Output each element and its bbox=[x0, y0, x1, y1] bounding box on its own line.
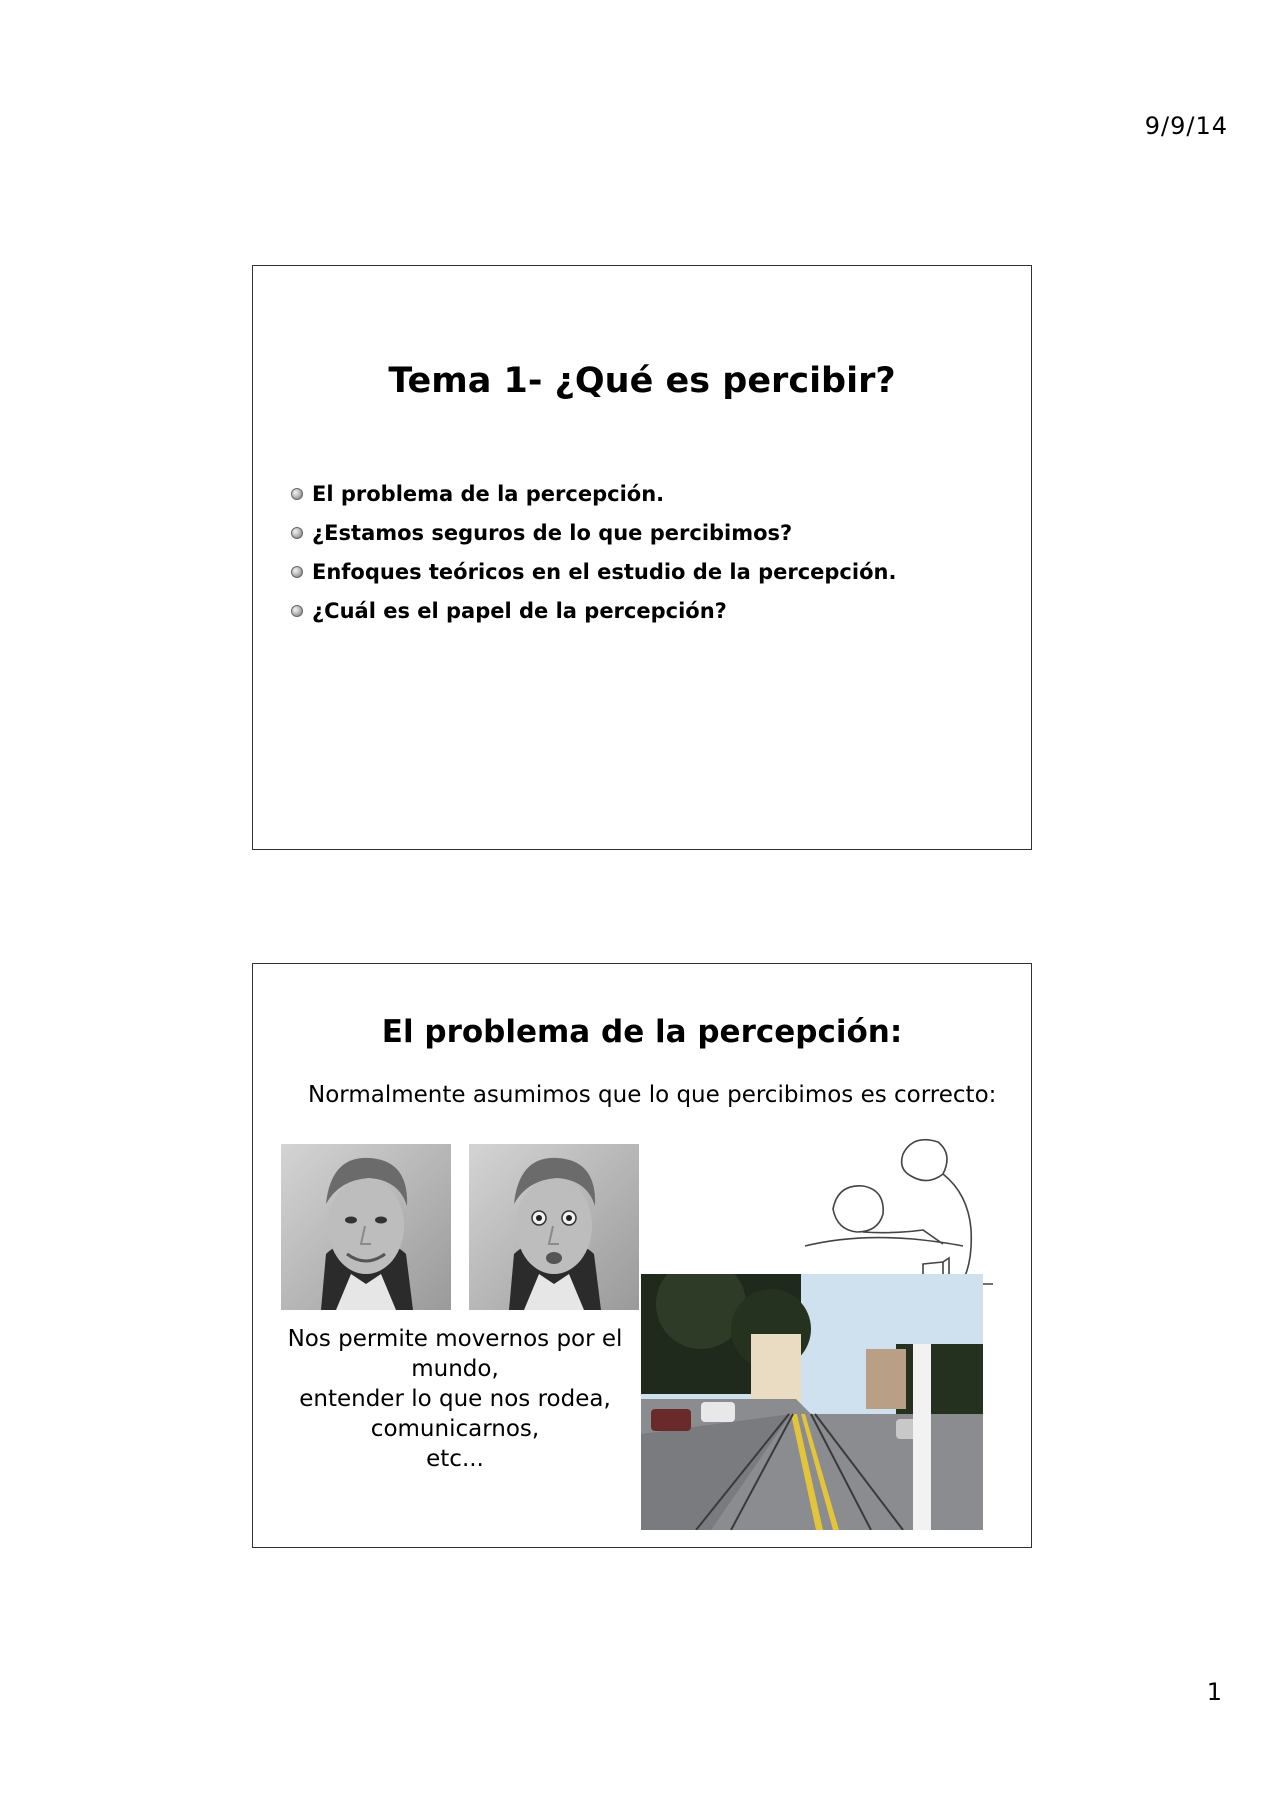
bullet-text: ¿Estamos seguros de lo que percibimos? bbox=[312, 520, 793, 545]
page-number: 1 bbox=[1206, 1678, 1222, 1706]
face-surprised-photo bbox=[469, 1144, 639, 1310]
bullet-text: El problema de la percepción. bbox=[312, 481, 665, 506]
bullet-icon bbox=[291, 488, 303, 500]
caption bbox=[275, 1324, 635, 1474]
page-date: 9/9/14 bbox=[1144, 112, 1228, 140]
bullet-text: Enfoques teóricos en el estudio de la percepción. bbox=[312, 559, 897, 584]
slide-title: Tema 1- ¿Qué es percibir? bbox=[388, 361, 896, 401]
bullet-item bbox=[291, 474, 896, 513]
street-photo bbox=[641, 1274, 983, 1530]
bullet-icon bbox=[291, 605, 303, 617]
bullet-item bbox=[291, 591, 896, 630]
bullet-text: ¿Cuál es el papel de la percepción? bbox=[312, 598, 727, 623]
slide-2 bbox=[252, 963, 1032, 1548]
caption-line: entender lo que nos rodea, bbox=[299, 1386, 611, 1412]
slide-title: El problema de la percepción: bbox=[381, 1014, 903, 1050]
caption-line: comunicarnos, bbox=[370, 1416, 540, 1442]
bullet-item bbox=[291, 552, 896, 591]
slide-1 bbox=[252, 265, 1032, 850]
lead-text: Normalmente asumimos que lo que percibimos es correcto: bbox=[308, 1082, 997, 1108]
bullet-icon bbox=[291, 527, 303, 539]
bullet-item bbox=[291, 513, 896, 552]
caption-line: Nos permite movernos por el bbox=[287, 1326, 623, 1352]
caption-line: etc... bbox=[426, 1446, 484, 1472]
face-smiling-photo bbox=[281, 1144, 451, 1310]
bullet-icon bbox=[291, 566, 303, 578]
caption-line: mundo, bbox=[411, 1356, 499, 1382]
bullet-list bbox=[291, 474, 896, 630]
